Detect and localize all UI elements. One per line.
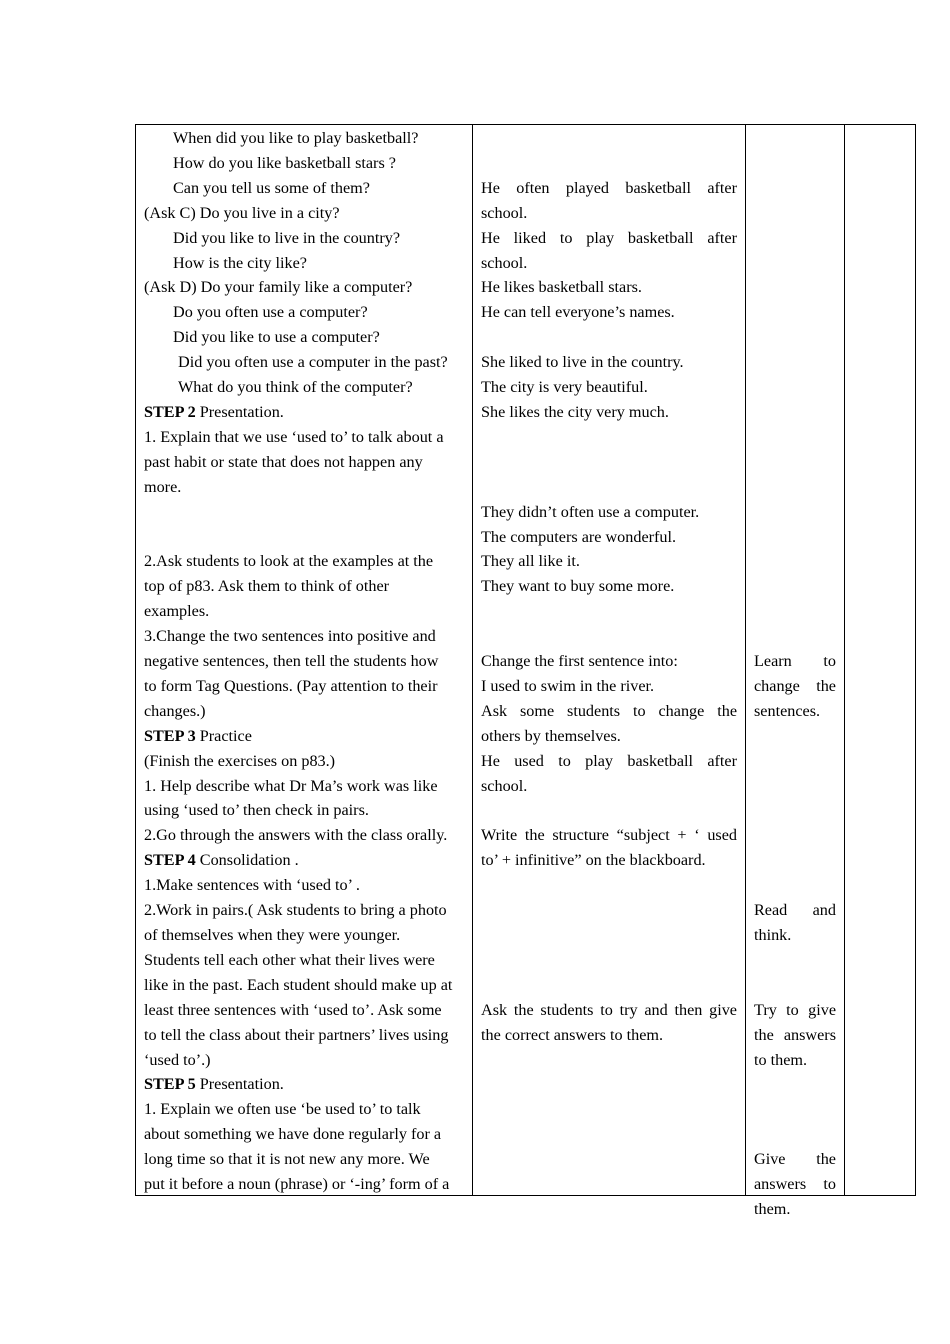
teacher-activity-column <box>136 125 473 1195</box>
text-line: (Finish the exercises on p83.) <box>144 751 336 770</box>
answer-line: She likes the city very much. <box>481 402 669 421</box>
step-4-heading <box>144 848 465 873</box>
purpose-line: the answers <box>754 1025 836 1044</box>
answer-line: school. <box>481 203 528 222</box>
text-line: I used to swim in the river. <box>481 676 655 695</box>
text-line: to tell the class about their partners’ lives using <box>144 1025 449 1044</box>
text-line: the correct answers to them. <box>481 1025 664 1044</box>
text-line: 2.Ask students to look at the examples at the <box>144 552 434 571</box>
answer-line: They want to buy some more. <box>481 577 675 596</box>
answer-line: They all like it. <box>481 552 580 571</box>
step-2-heading <box>144 400 465 425</box>
text-line: to form Tag Questions. (Pay attention to their <box>144 676 438 695</box>
step-title: Presentation. <box>195 402 284 421</box>
step-label: STEP 2 <box>144 402 196 421</box>
answer-line: She liked to live in the country. <box>481 353 684 372</box>
purpose-line: answers to <box>754 1175 836 1194</box>
text-line: 1.Make sentences with ‘used to’ . <box>144 876 360 895</box>
lesson-plan-table <box>135 124 916 1218</box>
text-line: long time so that it is not new any more. We <box>144 1150 430 1169</box>
question-line: Did you often use a computer in the past? <box>178 353 448 372</box>
text-line: ‘used to’.) <box>144 1050 211 1069</box>
purpose-column <box>746 125 845 1218</box>
question-line: Did you like to live in the country? <box>173 228 401 247</box>
purpose-line: to them. <box>754 1050 808 1069</box>
question-line: How do you like basketball stars ? <box>173 153 396 172</box>
purpose-line: think. <box>754 926 792 944</box>
text-line: using ‘used to’ then check in pairs. <box>144 801 369 820</box>
text-line: 3.Change the two sentences into positive and <box>144 627 436 646</box>
text-line: 1. Explain that we use ‘used to’ to talk about a <box>144 427 444 446</box>
text-line: top of p83. Ask them to think of other <box>144 577 390 596</box>
text-line: about something we have done regularly for a <box>144 1125 442 1144</box>
text-line: of themselves when they were younger. <box>144 926 401 944</box>
text-line: school. <box>481 776 528 795</box>
step-5-heading <box>144 1072 465 1097</box>
text-line: He used to play basketball after <box>481 751 737 770</box>
answer-line: The city is very beautiful. <box>481 378 648 397</box>
question-line: (Ask D) Do your family like a computer? <box>144 278 413 297</box>
answer-line: He can tell everyone’s names. <box>481 303 675 322</box>
text-line: changes.) <box>144 701 206 720</box>
question-line: What do you think of the computer? <box>178 378 413 397</box>
question-line: How is the city like? <box>173 253 307 272</box>
question-line: Can you tell us some of them? <box>173 178 370 197</box>
text-line: Change the first sentence into: <box>481 652 678 671</box>
question-line: Did you like to use a computer? <box>173 328 380 347</box>
text-line: put it before a noun (phrase) or ‘-ing’ form of a <box>144 1175 450 1194</box>
text-line: examples. <box>144 602 210 621</box>
student-answer-column <box>473 125 746 1195</box>
step-title: Consolidation . <box>195 851 299 870</box>
text-line: least three sentences with ‘used to’. Ask some <box>144 1000 442 1019</box>
step-title: Practice <box>195 726 252 745</box>
step-3-heading <box>144 724 465 749</box>
question-line: When did you like to play basketball? <box>173 129 419 147</box>
text-line: Ask the students to try and then give <box>481 1000 737 1019</box>
purpose-line: Try to give <box>754 1000 836 1019</box>
step-label: STEP 5 <box>144 1075 196 1094</box>
step-label: STEP 4 <box>144 851 196 870</box>
answer-line: school. <box>481 253 528 272</box>
text-line: more. <box>144 477 182 496</box>
text-line: like in the past. Each student should make up at <box>144 975 453 994</box>
text-line: others by themselves. <box>481 726 621 745</box>
step-label: STEP 3 <box>144 726 196 745</box>
text-line: Ask some students to change the <box>481 701 737 720</box>
text-line: 1. Explain we often use ‘be used to’ to talk <box>144 1100 421 1119</box>
purpose-line: them. <box>754 1199 791 1218</box>
purpose-line: Give the <box>754 1150 836 1169</box>
text-line: Write the structure “subject + ‘ used <box>481 826 737 845</box>
question-line: (Ask C) Do you live in a city? <box>144 203 340 222</box>
purpose-line: change the <box>754 676 836 695</box>
answer-line: They didn’t often use a computer. <box>481 502 700 521</box>
text-line: to’ + infinitive” on the blackboard. <box>481 851 706 870</box>
answer-line: He liked to play basketball after <box>481 228 737 247</box>
answer-line: The computers are wonderful. <box>481 527 677 546</box>
text-line: negative sentences, then tell the students how <box>144 652 439 671</box>
answer-line: He likes basketball stars. <box>481 278 642 297</box>
notes-column <box>845 125 915 1195</box>
text-line: 1. Help describe what Dr Ma’s work was like <box>144 776 438 795</box>
text-line: past habit or state that does not happen any <box>144 452 423 471</box>
text-line: Students tell each other what their lives were <box>144 950 435 969</box>
question-line: Do you often use a computer? <box>173 303 368 322</box>
text-line: 2.Work in pairs.( Ask students to bring a photo <box>144 901 447 920</box>
step-title: Presentation. <box>195 1075 284 1094</box>
text-line: 2.Go through the answers with the class orally. <box>144 826 448 845</box>
purpose-line: Read and <box>754 901 836 920</box>
purpose-line: Learn to <box>754 652 836 671</box>
answer-line: He often played basketball after <box>481 178 737 197</box>
purpose-line: sentences. <box>754 701 821 720</box>
